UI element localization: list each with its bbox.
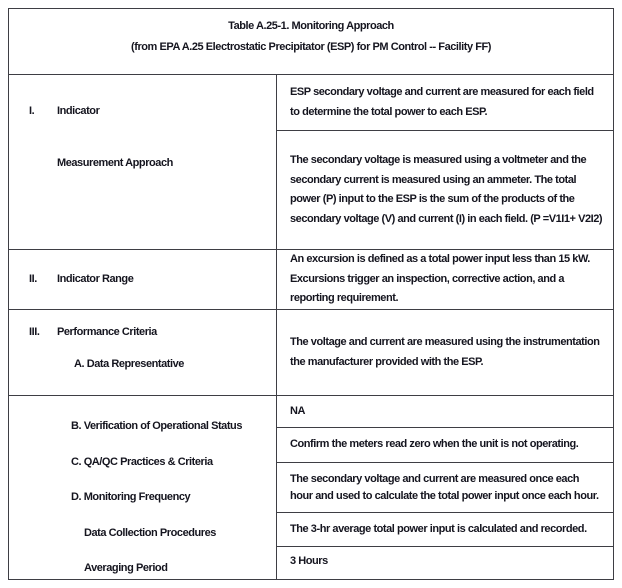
label-measurement-approach: Measurement Approach [57, 157, 173, 169]
label-data-representative: A. Data Representative [74, 358, 184, 370]
table-title: Table A.25-1. Monitoring Approach [228, 20, 394, 32]
label-cell-performance-criteria [9, 310, 277, 395]
label-indicator: Indicator [57, 105, 100, 117]
roman-numeral-1: I. [29, 105, 35, 117]
roman-numeral-2: II. [29, 273, 37, 285]
label-line-performance-criteria [9, 322, 276, 343]
value-column-criteria-items [277, 396, 613, 579]
cell-averaging-period: 3 Hours [277, 546, 613, 577]
label-monitoring-frequency: D. Monitoring Frequency [71, 491, 191, 503]
row-performance-criteria [9, 309, 613, 395]
cell-qaqc-practices-criteria: Confirm the meters read zero when the unit is not operating. [277, 427, 613, 462]
label-indicator-range: Indicator Range [57, 273, 134, 285]
label-cell-indicator [9, 75, 277, 249]
table-header [9, 9, 613, 74]
value-column-indicator-range [277, 250, 613, 309]
row-criteria-items [9, 395, 613, 579]
label-cell-indicator-range [9, 250, 277, 309]
label-verification-operational-status: B. Verification of Operational Status [71, 420, 242, 432]
cell-monitoring-frequency: The secondary voltage and current are measured once each hour and used to calculate the total power input once each hour. [277, 462, 613, 512]
row-indicator-and-measurement-approach [9, 74, 613, 249]
table-subtitle: (from EPA A.25 Electrostatic Precipitator (ESP) for PM Control -- Facility FF) [131, 41, 491, 53]
label-averaging-period: Averaging Period [84, 562, 168, 574]
roman-numeral-3: III. [29, 326, 40, 338]
cell-data-collection-procedures: The 3-hr average total power input is calculated and recorded. [277, 512, 613, 546]
value-column-performance-criteria [277, 310, 613, 395]
cell-verification-operational-status: NA [290, 404, 305, 417]
label-cell-criteria-items [9, 396, 277, 579]
label-performance-criteria: Performance Criteria [57, 326, 157, 338]
monitoring-approach-table [8, 8, 614, 580]
label-data-collection-procedures: Data Collection Procedures [84, 526, 216, 539]
label-qaqc-practices-criteria: C. QA/QC Practices & Criteria [71, 455, 213, 468]
cell-indicator-range-description: An excursion is defined as a total power input less than 15 kW. Excursions trigger an inspection, corrective action, and a reporting requirement. [290, 253, 590, 305]
cell-measurement-approach-description: The secondary voltage is measured using a voltmeter and the secondary current is measured using an ammeter. The total power (P) input to the ESP is the sum of the products of the secondary voltage (V) and current (I) in each field. (P =V1I1+ V2I2) [277, 130, 613, 249]
value-column-indicator [277, 75, 613, 249]
row-indicator-range [9, 249, 613, 309]
cell-data-representative-description: The voltage and current are measured using the instrumentation the manufacturer provided with the ESP. [290, 336, 600, 368]
label-line-indicator [9, 101, 276, 122]
cell-indicator-description: ESP secondary voltage and current are measured for each field to determine the total power to each ESP. [290, 86, 594, 118]
label-line-indicator-range [9, 269, 133, 290]
